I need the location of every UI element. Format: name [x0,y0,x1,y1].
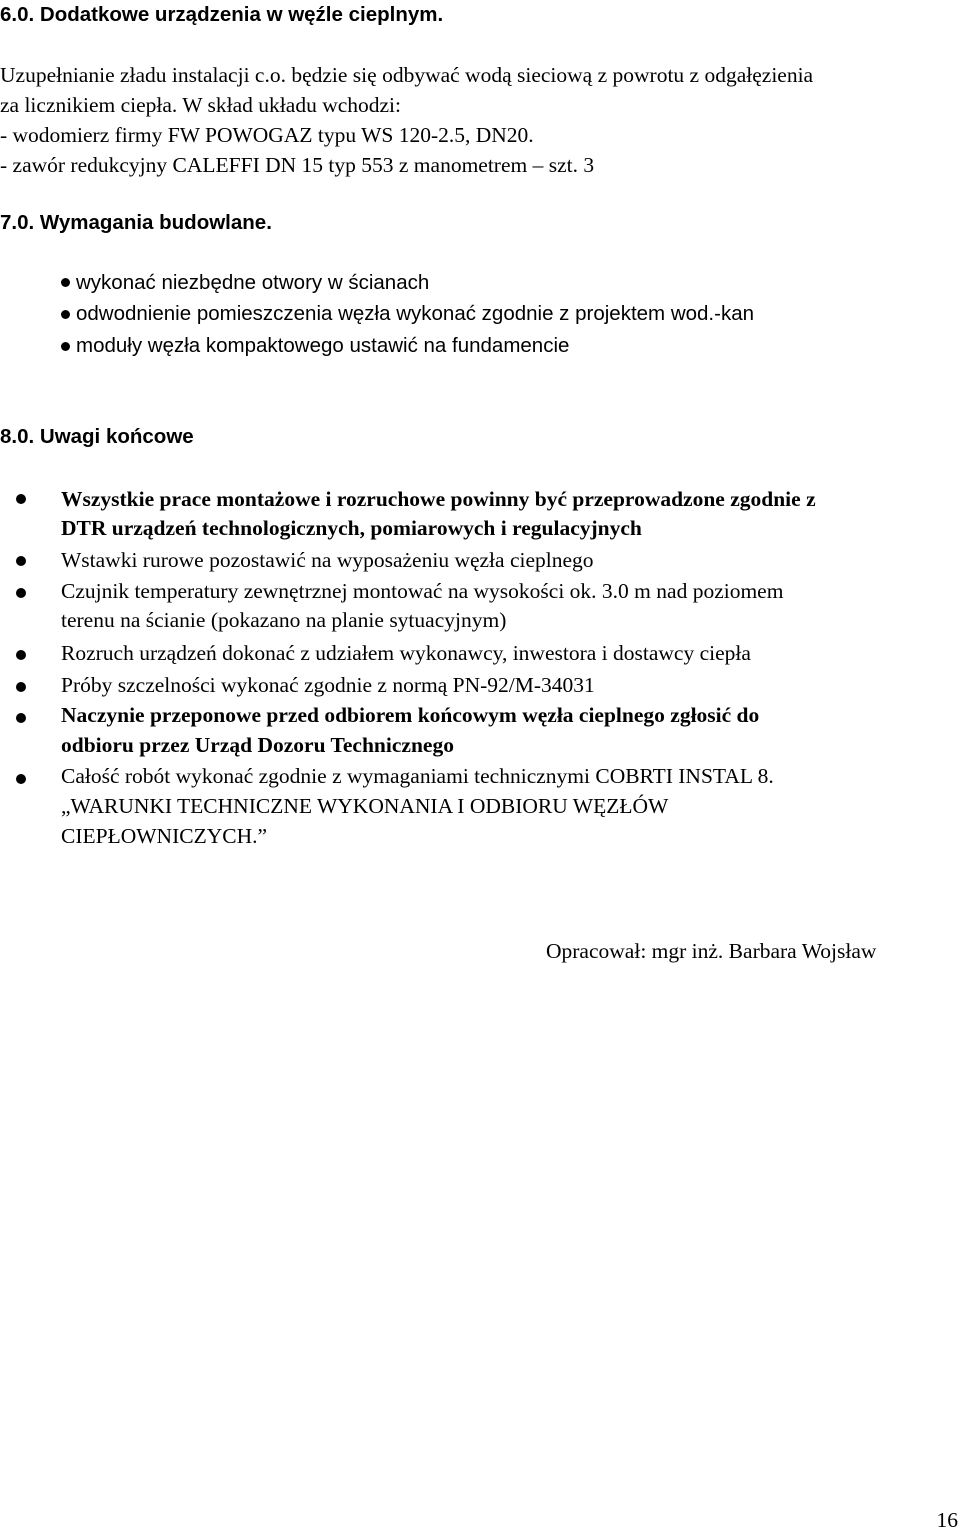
list-item: Całość robót wykonać zgodnie z wymaganiami technicznymi COBRTI INSTAL 8. [61,764,774,788]
list-item-continuation: terenu na ścianie (pokazano na planie sytuacyjnym) [61,608,507,632]
bullet-icon [16,494,26,504]
list-item-continuation: CIEPŁOWNICZYCH.” [61,824,268,848]
author-signature: Opracował: mgr inż. Barbara Wojsław [546,939,877,963]
list-item: Próby szczelności wykonać zgodnie z normą PN-92/M-34031 [61,673,595,697]
bullet-icon [16,588,26,598]
list-item: Rozruch urządzeń dokonać z udziałem wykonawcy, inwestora i dostawcy ciepła [61,641,751,665]
list-item: Czujnik temperatury zewnętrznej montować na wysokości ok. 3.0 m nad poziomem [61,579,784,603]
bullet-icon [16,556,26,566]
section-8-heading: 8.0. Uwagi końcowe [0,425,194,448]
bullet-icon [16,713,26,723]
page-number: 16 [936,1508,958,1532]
list-item: Naczynie przeponowe przed odbiorem końcowym węzła cieplnego zgłosić do [61,703,760,727]
section-6-heading: 6.0. Dodatkowe urządzenia w węźle cieplnym. [0,3,444,26]
bullet-icon [16,682,26,692]
list-item-continuation: „WARUNKI TECHNICZNE WYKONANIA I ODBIORU WĘZŁÓW [61,794,669,818]
list-item-continuation: DTR urządzeń technologicznych, pomiarowych i regulacyjnych [61,516,642,540]
list-item: Wszystkie prace montażowe i rozruchowe powinny być przeprowadzone zgodnie z [61,487,816,511]
bullet-icon [16,650,26,660]
section-6-paragraph-line-2: za licznikiem ciepła. W skład układu wchodzi: [0,93,402,117]
section-6-item-water-meter: - wodomierz firmy FW POWOGAZ typu WS 120-2.5, DN20. [0,123,534,147]
list-item: odwodnienie pomieszczenia węzła wykonać zgodnie z projektem wod.-kan [76,302,755,325]
bullet-icon [16,774,26,784]
bullet-icon [61,342,70,351]
list-item: wykonać niezbędne otwory w ścianach [76,271,430,294]
section-6-item-reducing-valve: - zawór redukcyjny CALEFFI DN 15 typ 553 z manometrem – szt. 3 [0,153,595,177]
bullet-icon [61,278,70,287]
section-6-paragraph-line-1: Uzupełnianie zładu instalacji c.o. będzie się odbywać wodą sieciową z powrotu z odgałęzienia [0,63,814,87]
section-7-heading: 7.0. Wymagania budowlane. [0,211,272,234]
list-item: Wstawki rurowe pozostawić na wyposażeniu węzła cieplnego [61,548,594,572]
bullet-icon [61,310,70,319]
list-item-continuation: odbioru przez Urząd Dozoru Technicznego [61,733,454,757]
list-item: moduły węzła kompaktowego ustawić na fundamencie [76,334,570,357]
